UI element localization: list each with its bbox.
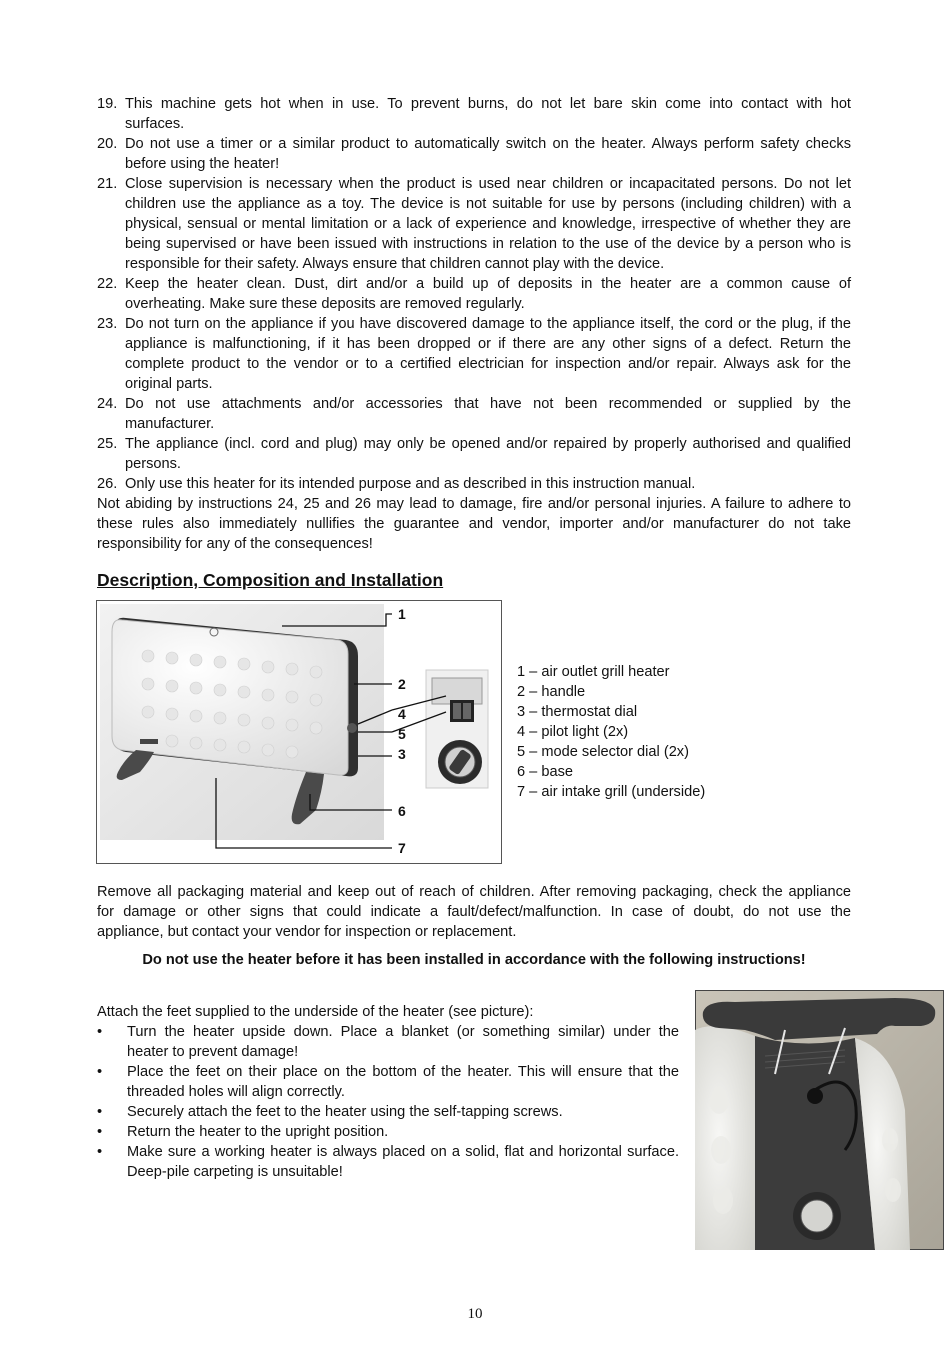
- item-23-line-4: original parts.: [125, 376, 213, 392]
- attach-intro: Attach the feet supplied to the underside of the heater (see picture):: [97, 1004, 534, 1020]
- item-25-line-2: persons.: [125, 456, 181, 472]
- legend-item-1: 1 – air outlet grill heater: [517, 664, 670, 680]
- legend-item-3: 3 – thermostat dial: [517, 704, 638, 720]
- item-19-line-2: surfaces.: [125, 116, 185, 132]
- bullet-2-line-2: threaded holes will align correctly.: [127, 1084, 345, 1100]
- bullet-4-line-1: Return the heater to the upright position.: [127, 1124, 389, 1140]
- legend-item-2: 2 – handle: [517, 684, 586, 700]
- bullet-4: •: [97, 1124, 103, 1140]
- item-23-line-1: 23. Do not turn on the appliance if you have discovered damage to the appliance itself, the cord or the plug, if the: [97, 316, 851, 332]
- notice-line-2: these rules also immediately nullifies the guarantee and vendor, importer and/or manufacturer do not take: [97, 516, 851, 532]
- item-21-line-3: physical, sensual or mental limitation or a lack of experience and knowledge, irrespective of whether they are: [125, 216, 851, 232]
- bullet-1-line-2: heater to prevent damage!: [127, 1044, 299, 1060]
- cord-plug: [807, 1088, 823, 1104]
- side-control: [347, 723, 357, 733]
- bullet-5: •: [97, 1144, 103, 1160]
- bullet-5-line-2: Deep-pile carpeting is unsuitable!: [127, 1164, 343, 1180]
- bullet-3-line-1: Securely attach the feet to the heater using the self-tapping screws.: [127, 1104, 563, 1120]
- legend-item-6: 6 – base: [517, 764, 573, 780]
- item-22-line-2: overheating. Make sure these deposits are removed regularly.: [125, 296, 525, 312]
- unpack-line-1: Remove all packaging material and keep out of reach of children. After removing packaging, check the appliance: [97, 884, 851, 900]
- item-21-line-4: being supervised or have been issued with instructions in relation to the use of the device by a person who is: [125, 236, 851, 252]
- control-panel-inset: [426, 670, 488, 788]
- bullet-3: •: [97, 1104, 103, 1120]
- item-21-line-5: responsible for their safety. Always ensure that children cannot play with the device.: [125, 256, 665, 272]
- item-24-line-2: manufacturer.: [125, 416, 215, 432]
- bullet-1: •: [97, 1024, 103, 1040]
- item-21-line-2: children use the appliance as a toy. The device is not suitable for use by persons (including children) with a: [125, 196, 851, 212]
- item-20-line-1: 20. Do not use a timer or a similar product to automatically switch on the heater. Always perform safety checks: [97, 136, 851, 152]
- item-25-line-1: 25. The appliance (incl. cord and plug) may only be opened and/or repaired by properly authorised and qualified: [97, 436, 851, 452]
- bullet-2: •: [97, 1064, 103, 1080]
- legend-item-4: 4 – pilot light (2x): [517, 724, 629, 740]
- item-22-line-1: 22. Keep the heater clean. Dust, dirt and/or a build up of deposits in the heater are a common cause of: [97, 276, 851, 292]
- brand-plate: [140, 739, 158, 744]
- feet-attachment-photo: [695, 990, 944, 1250]
- item-20-line-2: before using the heater!: [125, 156, 280, 172]
- heater-diagram: [96, 600, 502, 864]
- bullet-1-line-1: Turn the heater upside down. Place a blanket (or something similar) under the: [127, 1024, 679, 1040]
- unpack-line-3: appliance, but contact your vendor for inspection or replacement.: [97, 924, 517, 940]
- bullet-5-line-1: Make sure a working heater is always placed on a solid, flat and horizontal surface.: [127, 1144, 679, 1160]
- callout-4: 4: [398, 706, 406, 722]
- item-23-line-2: appliance is malfunctioning, if it has been dropped or if there are any other signs of a defect. Return the: [125, 336, 851, 352]
- item-24-line-1: 24. Do not use attachments and/or accessories that have not been recommended or supplied by the: [97, 396, 851, 412]
- notice-line-1: Not abiding by instructions 24, 25 and 26 may lead to damage, fire and/or personal injuries. A failure to adhere to: [97, 496, 851, 512]
- item-26-line-1: 26. Only use this heater for its intended purpose and as described in this instruction manual.: [97, 476, 696, 492]
- installation-warning: Do not use the heater before it has been installed in accordance with the following instructions!: [142, 952, 806, 968]
- item-19-line-1: 19. This machine gets hot when in use. To prevent burns, do not let bare skin come into contact with hot: [97, 96, 851, 112]
- section-heading: Description, Composition and Installation: [97, 570, 444, 590]
- legend-item-5: 5 – mode selector dial (2x): [517, 744, 689, 760]
- callout-5: 5: [398, 726, 406, 742]
- callout-6: 6: [398, 803, 406, 819]
- item-21-line-1: 21. Close supervision is necessary when the product is used near children or incapacitated persons. Do not let: [97, 176, 851, 192]
- page-number: 10: [467, 1306, 483, 1322]
- callout-1: 1: [398, 606, 406, 622]
- bullet-2-line-1: Place the feet on their place on the bottom of the heater. This will ensure that the: [127, 1064, 679, 1080]
- item-23-line-3: complete product to the vendor or to a certified electrician for inspection and/or repair. Always ask for the: [125, 356, 851, 372]
- unpack-line-2: for damage or other signs that could indicate a fault/defect/malfunction. In case of doubt, do not use the: [97, 904, 851, 920]
- callout-2: 2: [398, 676, 406, 692]
- callout-3: 3: [398, 746, 406, 762]
- callout-7: 7: [398, 840, 406, 856]
- notice-line-3: responsibility for any of the consequences!: [97, 536, 373, 552]
- legend-item-7: 7 – air intake grill (underside): [517, 784, 706, 800]
